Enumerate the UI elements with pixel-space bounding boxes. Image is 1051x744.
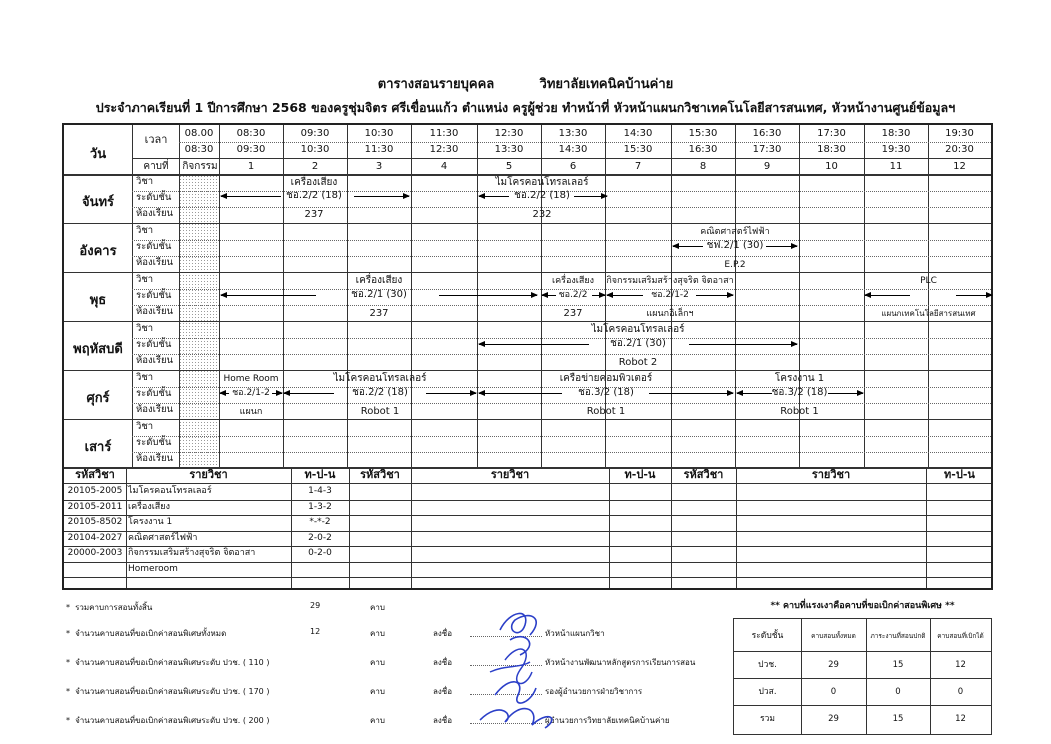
wed-room-d: แผนกเทคโนโลยีสารสนเทศ <box>881 309 976 318</box>
title-text: ตารางสอนรายบุคคล <box>377 77 495 92</box>
day-label-2: พุธ <box>89 293 107 308</box>
col-line-1 <box>179 125 180 467</box>
subj-code-2: 20105-8502 <box>67 517 123 527</box>
subj-name-4: กิจกรรมเสริมสร้างสุจริต จิตอาสา <box>128 548 256 558</box>
subjects-code-header-3: รหัสวิชา <box>683 468 724 481</box>
row-label-5-2: ห้องเรียน <box>136 453 174 464</box>
sum-head-line <box>734 651 991 652</box>
time-start-9: 16:30 <box>752 128 782 139</box>
subj-tpn-1: 1-3-2 <box>308 501 332 512</box>
subj-name-1: เครื่องเสียง <box>128 501 170 512</box>
subj-code-3: 20104-2027 <box>67 532 123 543</box>
subj-row-line-4 <box>64 562 991 563</box>
day-label-3: พฤหัสบดี <box>73 342 123 357</box>
period-9: 9 <box>763 161 771 172</box>
pvc200-unit: คาบ <box>370 716 385 725</box>
fri-subject-c: เครือข่ายคอมพิวเตอร์ <box>559 373 653 384</box>
signer-3-title: รองผู้อำนวยการฝ่ายวิชาการ <box>545 687 643 696</box>
sum-header-0: ระดับชั้น <box>751 631 784 641</box>
row-label-2-0: วิชา <box>136 274 154 285</box>
subj-col-line-0 <box>126 467 127 588</box>
sign-label-4: ลงชื่อ <box>433 716 453 725</box>
subj-name-5: Homeroom <box>128 563 178 574</box>
fri-arrow-right-d <box>828 393 863 394</box>
subj-code-4: 20000-2003 <box>67 548 123 558</box>
time-end-12: 20:30 <box>945 144 974 155</box>
period-1: 1 <box>247 161 255 172</box>
day-line-3 <box>64 370 991 371</box>
sum-row-line-0 <box>734 678 991 679</box>
wed-level-c: ชอ.2/1-2 <box>651 290 689 300</box>
wed-subject-c: กิจกรรมเสริมสร้างสุจริต จิตอาสา <box>606 276 734 286</box>
header-bottom-line <box>64 174 991 176</box>
wed-arrow-right-b <box>592 295 605 296</box>
time-start-4: 11:30 <box>429 128 459 139</box>
pvc110-label: * จำนวนคาบสอนที่ขอเบิกค่าสอนพิเศษระดับ ปวช. ( 110 ) <box>66 658 270 667</box>
day-line-4 <box>64 419 991 420</box>
row-dot-3-1 <box>132 354 991 355</box>
pvc170-label: * จำนวนคาบสอนที่ขอเบิกค่าสอนพิเศษระดับ ปวช. ( 170 ) <box>66 687 270 696</box>
subj-tpn-2: *-*-2 <box>309 517 331 527</box>
pvc110-text: จำนวนคาบสอนที่ขอเบิกค่าสอนพิเศษระดับ ปวช. ( 110 ) <box>75 658 270 667</box>
row-label-2-2: ห้องเรียน <box>136 306 174 317</box>
subjects-name-header: รายวิชา <box>189 468 228 481</box>
subj-row-line-2 <box>64 531 991 532</box>
subj-row-line-1 <box>64 515 991 516</box>
summary-table <box>733 618 992 735</box>
row-dot-5-1 <box>132 452 991 453</box>
sum-cell-1-0: ปวส. <box>758 687 777 697</box>
row-label-0-0: วิชา <box>136 176 154 187</box>
wed-arrow-right-d <box>956 295 992 296</box>
timetable-grid <box>62 123 993 590</box>
thu-arrow-right <box>689 344 797 345</box>
time-start-6: 13:30 <box>558 128 588 139</box>
subjects-name-header-3: รายวิชา <box>811 468 851 481</box>
mon-subject-b: ไมโครคอนโทรลเลอร์ <box>495 177 589 188</box>
time-split-line <box>179 142 991 143</box>
row-label-5-0: วิชา <box>136 421 154 432</box>
row-label-3-1: ระดับชั้น <box>136 339 172 350</box>
time-end-3: 11:30 <box>364 144 394 155</box>
fri-level-b: ชอ.2/2 (18) <box>352 387 408 398</box>
fri-arrow-right-b <box>426 393 476 394</box>
time-end-4: 12:30 <box>429 144 459 155</box>
total-periods-unit: คาบ <box>370 603 385 612</box>
sum-cell-1-3: 0 <box>957 687 964 697</box>
subj-col-line-5 <box>671 467 672 588</box>
time-end-0: 08:30 <box>184 144 214 155</box>
fri-subject-b: ไมโครคอนโทรลเลอร์ <box>333 373 427 384</box>
total-periods-text: รวมคาบการสอนทั้งสิ้น <box>75 603 153 612</box>
subj-row-line-0 <box>64 500 991 501</box>
subj-col-line-6 <box>736 467 737 588</box>
subj-col-line-4 <box>609 467 610 588</box>
mon-room-b: 232 <box>532 209 552 220</box>
mon-arrow-right-a <box>354 196 409 197</box>
sign-label-3: ลงชื่อ <box>433 687 453 696</box>
wed-arrow-right-c <box>696 295 733 296</box>
subjects-name-header-2: รายวิชา <box>490 468 530 481</box>
total-periods-value: 29 <box>310 601 321 610</box>
college-name: วิทยาลัยเทคนิคบ้านค่าย <box>539 77 674 92</box>
time-end-1: 09:30 <box>236 144 266 155</box>
period-4: 4 <box>440 161 448 172</box>
signer-1-title: หัวหน้าแผนกวิชา <box>545 629 605 638</box>
time-end-5: 13:30 <box>494 144 524 155</box>
thu-room: Robot 2 <box>618 357 658 368</box>
pvc200-text: จำนวนคาบสอนที่ขอเบิกค่าสอนพิเศษระดับ ปวช. ( 200 ) <box>75 716 270 725</box>
fri-room-c: Robot 1 <box>586 406 626 417</box>
fri-subject-d: โครงงาน 1 <box>774 373 825 384</box>
signer-2-title: หัวหน้างานพัฒนาหลักสูตรการเรียนการสอน <box>545 658 696 667</box>
row-dot-2-1 <box>132 305 991 306</box>
row-label-1-1: ระดับชั้น <box>136 241 172 252</box>
period-12: 12 <box>953 161 966 172</box>
row-label-5-1: ระดับชั้น <box>136 437 172 448</box>
subjects-code-header: รหัสวิชา <box>75 468 115 481</box>
signer-4-title: ผู้อำนวยการวิทยาลัยเทคนิคบ้านค่าย <box>545 716 670 725</box>
row-dot-5-0 <box>132 436 991 437</box>
subj-col-line-3 <box>411 467 412 588</box>
time-end-9: 17:30 <box>752 144 782 155</box>
time-start-11: 18:30 <box>881 128 911 139</box>
time-start-8: 15:30 <box>688 128 718 139</box>
subj-name-3: คณิตศาสตร์ไฟฟ้า <box>128 532 198 543</box>
row-label-1-2: ห้องเรียน <box>136 257 174 268</box>
day-label-1: อังคาร <box>79 244 117 259</box>
subj-name-2: โครงงาน 1 <box>128 517 173 527</box>
row-label-4-1: ระดับชั้น <box>136 388 172 399</box>
wed-subject-b: เครื่องเสียง <box>552 276 594 286</box>
subj-code-1: 20105-2011 <box>67 501 123 512</box>
subj-row-line-5 <box>64 577 991 578</box>
day-label-0: จันทร์ <box>81 195 115 210</box>
page-subtitle: ประจำภาคเรียนที่ 1 ปีการศึกษา 2568 ของครูชุ่มจิตร ศรีเขื่อนแก้ว ตำแหน่ง ครูผู้ช่วย ทำหน้าที่ หัวหน้าแผนกวิชาเทคโนโลยีสารสนเทศ, หัวหน้างานศูนย์ข้อมูลฯ <box>95 100 956 115</box>
subj-name-0: ไมโครคอนโทรลเลอร์ <box>128 486 212 496</box>
subjects-tpn-header-2: ท-ป-น <box>624 468 656 481</box>
time-start-10: 17:30 <box>817 128 846 139</box>
thu-level: ชอ.2/1 (30) <box>610 338 666 349</box>
thu-subject: ไมโครคอนโทรลเลอร์ <box>591 324 685 335</box>
time-end-7: 15:30 <box>623 144 653 155</box>
fri-room-a: แผนก <box>239 407 263 417</box>
sum-cell-1-1: 0 <box>830 687 837 697</box>
period-6: 6 <box>569 161 577 172</box>
sum-cell-0-2: 15 <box>892 660 904 670</box>
mon-level-a: ชอ.2/2 (18) <box>286 190 342 201</box>
period-7: 7 <box>634 161 642 172</box>
sum-cell-0-0: ปวช. <box>758 660 777 670</box>
time-end-6: 14:30 <box>558 144 588 155</box>
day-line-0 <box>64 223 991 224</box>
subj-tpn-0: 1-4-3 <box>308 486 332 496</box>
period-top-line <box>132 158 991 159</box>
wed-level-a: ชอ.2/1 (30) <box>351 289 407 300</box>
wed-subject-d: PLC <box>920 276 937 286</box>
time-header: เวลา <box>144 133 168 146</box>
activity-header: กิจกรรม <box>182 161 218 172</box>
sum-cell-0-3: 12 <box>955 660 966 670</box>
row-label-3-0: วิชา <box>136 323 154 334</box>
summary-title: ** คาบที่แรงเงาคือคาบที่ขอเบิกค่าสอนพิเศษ ** <box>770 601 955 611</box>
pvc200-label: * จำนวนคาบสอนที่ขอเบิกค่าสอนพิเศษระดับ ปวช. ( 200 ) <box>66 716 270 725</box>
time-start-7: 14:30 <box>623 128 653 139</box>
period-3: 3 <box>375 161 383 172</box>
period-10: 10 <box>825 161 838 172</box>
time-end-2: 10:30 <box>300 144 330 155</box>
period-2: 2 <box>311 161 319 172</box>
fri-arrow-right-c <box>649 393 733 394</box>
sum-row-line-1 <box>734 705 991 706</box>
day-header: วัน <box>89 147 107 162</box>
extra-periods-label: * จำนวนคาบสอนที่ขอเบิกค่าสอนพิเศษทั้งหมด <box>66 629 227 638</box>
sum-header-2: ภาระงานที่สอนปกติ <box>870 632 926 640</box>
subjects-tpn-header-3: ท-ป-น <box>944 468 975 481</box>
subj-tpn-3: 2-0-2 <box>308 532 332 543</box>
wed-arrow-right-a <box>439 295 537 296</box>
fri-room-b: Robot 1 <box>360 406 400 417</box>
wed-level-b: ชอ.2/2 <box>558 290 588 300</box>
tue-subject: คณิตศาสตร์ไฟฟ้า <box>700 227 770 237</box>
extra-periods-value: 12 <box>310 627 321 636</box>
row-label-0-2: ห้องเรียน <box>136 208 174 219</box>
sign-label-2: ลงชื่อ <box>433 658 453 667</box>
fri-level-a: ชอ.2/1-2 <box>232 388 270 398</box>
day-label-5: เสาร์ <box>84 440 112 455</box>
row-label-2-1: ระดับชั้น <box>136 290 172 301</box>
row-label-4-0: วิชา <box>136 372 154 383</box>
day-label-4: ศุกร์ <box>86 391 110 406</box>
mon-arrow-right-b <box>574 196 607 197</box>
time-start-12: 19:30 <box>945 128 974 139</box>
subjects-code-header-2: รหัสวิชา <box>360 468 400 481</box>
tue-level: ชฟ.2/1 (30) <box>706 240 764 251</box>
fri-subject-a: Home Room <box>223 374 279 384</box>
time-start-5: 12:30 <box>494 128 524 139</box>
pvc110-unit: คาบ <box>370 658 385 667</box>
signature-marks <box>470 600 570 740</box>
sum-header-3: คาบสอนที่เบิกได้ <box>937 632 984 640</box>
time-start-1: 08:30 <box>236 128 266 139</box>
sum-cell-1-2: 0 <box>895 687 901 697</box>
period-5: 5 <box>505 161 513 172</box>
subj-col-line-7 <box>926 467 927 588</box>
period-11: 11 <box>889 161 903 172</box>
mon-room-a: 237 <box>304 209 324 220</box>
subj-col-line-2 <box>349 467 350 588</box>
page-title <box>0 73 1051 94</box>
mon-level-b: ชอ.2/2 (18) <box>514 190 570 201</box>
time-start-2: 09:30 <box>300 128 330 139</box>
time-start-3: 10:30 <box>364 128 394 139</box>
sign-label-1: ลงชื่อ <box>433 629 453 638</box>
sum-header-1: คาบสอนทั้งหมด <box>811 632 856 640</box>
row-dot-0-1 <box>132 207 991 208</box>
time-start-0: 08.00 <box>184 128 214 139</box>
mon-subject-a: เครื่องเสียง <box>290 177 338 188</box>
col-line-0 <box>132 125 133 467</box>
time-end-11: 19:30 <box>881 144 911 155</box>
row-label-3-2: ห้องเรียน <box>136 355 174 366</box>
row-dot-1-0 <box>132 240 991 241</box>
fri-arrow-right-a <box>272 393 282 394</box>
sum-cell-2-3: 12 <box>955 714 966 724</box>
period-header: คาบที่ <box>143 161 169 172</box>
wed-room-b: 237 <box>563 308 583 319</box>
time-end-10: 18:30 <box>817 144 846 155</box>
time-end-8: 16:30 <box>688 144 718 155</box>
pvc170-text: จำนวนคาบสอนที่ขอเบิกค่าสอนพิเศษระดับ ปวช. ( 170 ) <box>75 687 270 696</box>
row-label-4-2: ห้องเรียน <box>136 404 174 415</box>
pvc170-unit: คาบ <box>370 687 385 696</box>
fri-room-d: Robot 1 <box>780 406 819 417</box>
fri-level-d: ชอ.3/2 (18) <box>771 387 828 398</box>
wed-room-c: แผนกอิเล็กฯ <box>646 309 694 319</box>
subj-header-line <box>64 483 991 484</box>
fri-level-c: ชอ.3/2 (18) <box>578 387 634 398</box>
day-line-2 <box>64 321 991 322</box>
wed-arrow-left-d <box>865 295 910 296</box>
sum-cell-2-1: 29 <box>828 714 839 724</box>
subjects-tpn-header: ท-ป-น <box>304 468 336 481</box>
tue-arrow-right <box>766 246 797 247</box>
extra-periods-text: จำนวนคาบสอนที่ขอเบิกค่าสอนพิเศษทั้งหมด <box>75 629 227 638</box>
wed-room-a: 237 <box>369 308 389 319</box>
sum-cell-2-2: 15 <box>892 714 904 724</box>
day-line-1 <box>64 272 991 273</box>
subj-tpn-4: 0-2-0 <box>308 548 332 558</box>
row-dot-4-1 <box>132 403 991 404</box>
total-periods-label: * รวมคาบการสอนทั้งสิ้น <box>66 603 153 612</box>
row-label-1-0: วิชา <box>136 225 154 236</box>
row-dot-1-1 <box>132 256 991 257</box>
row-label-0-1: ระดับชั้น <box>136 192 172 203</box>
period-8: 8 <box>699 161 707 172</box>
extra-periods-unit: คาบ <box>370 629 385 638</box>
wed-subject-a: เครื่องเสียง <box>355 275 403 286</box>
col-line-13 <box>928 125 929 467</box>
tue-room: E.P.2 <box>724 260 746 270</box>
subj-code-0: 20105-2005 <box>67 486 123 496</box>
sum-cell-2-0: รวม <box>760 714 775 724</box>
sum-cell-0-1: 29 <box>828 660 839 670</box>
